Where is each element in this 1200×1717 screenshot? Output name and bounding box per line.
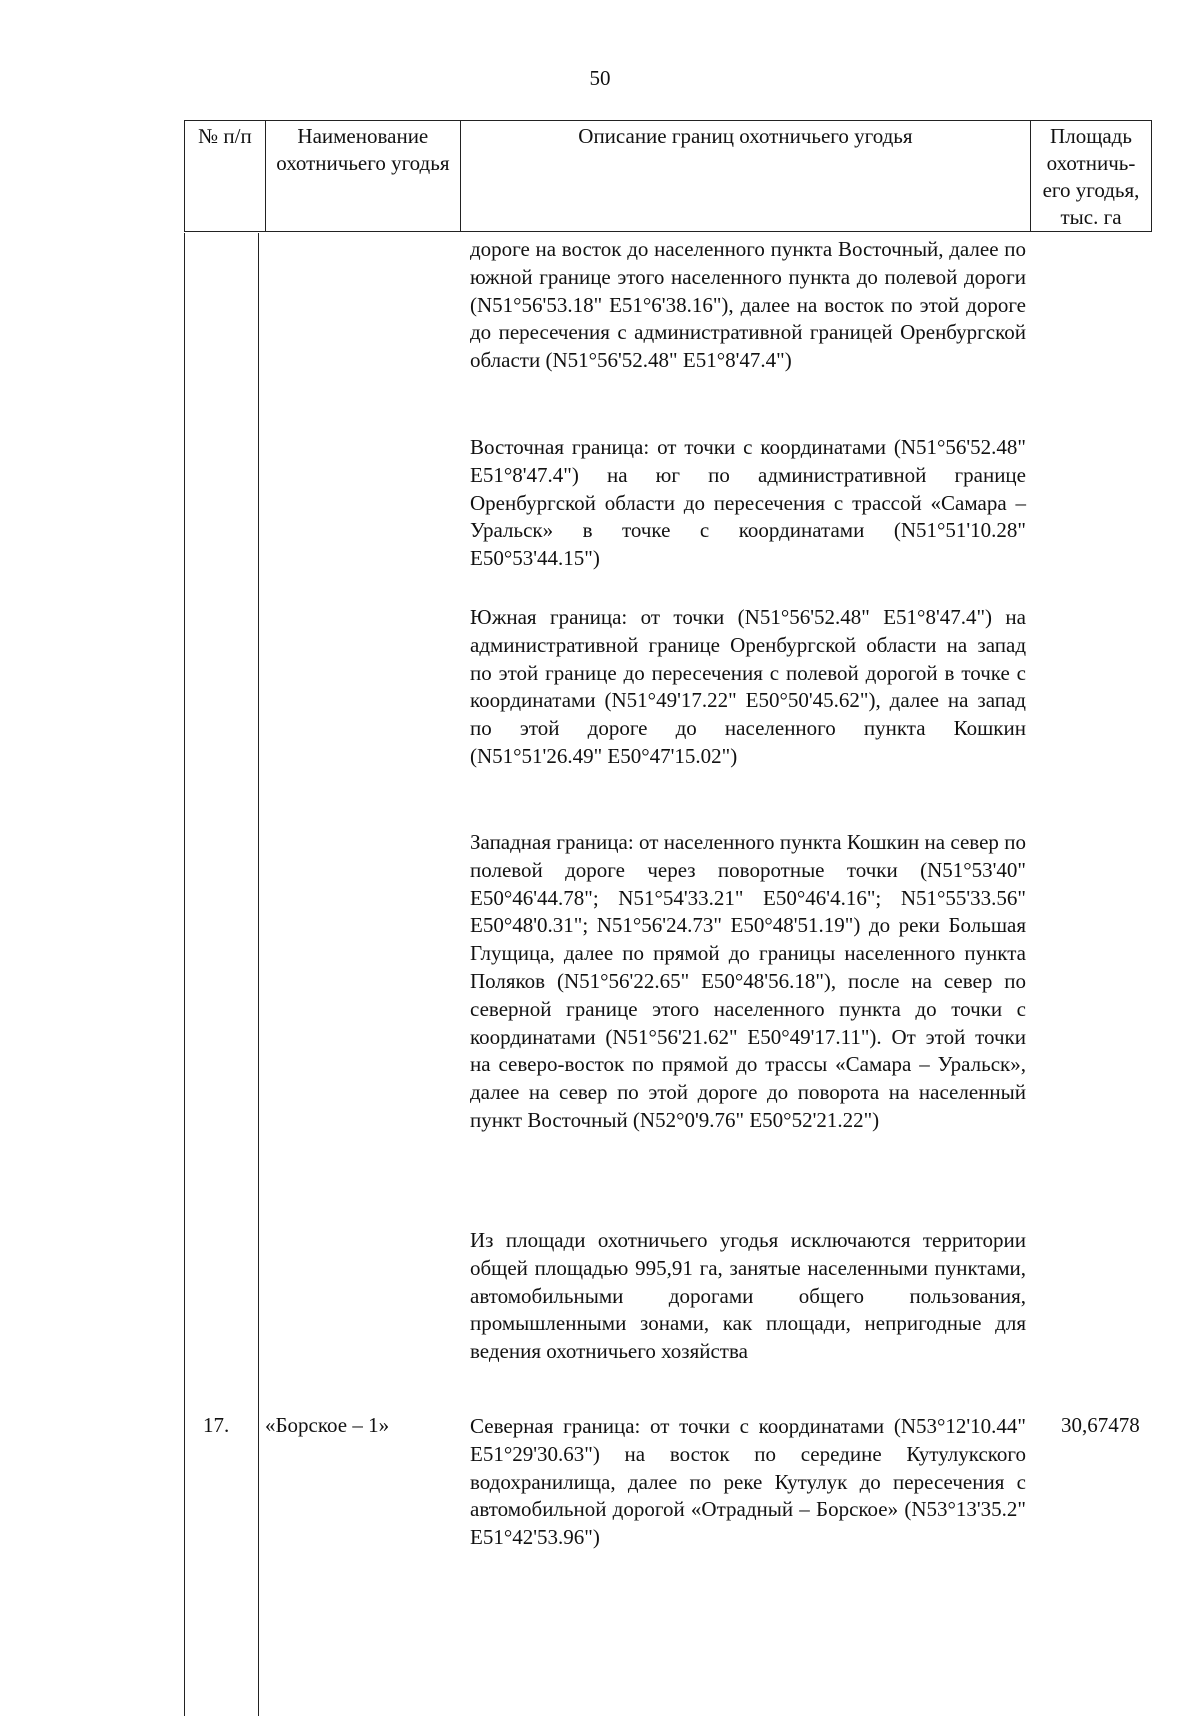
header-area: Площадь охотничь-его угодья, тыс. га xyxy=(1031,121,1152,232)
south-boundary xyxy=(470,604,1026,771)
north-boundary-paragraph: Северная граница: от точки с координатами (N53°12'10.44" E51°29'30.63") на восток по середине Кутулукского водохранилища, далее по реке Кутулук до пересечения с автомобильной дорогой «Отрадный – Борское» (N53°13'35.2" E51°42'53.96") xyxy=(470,1414,1026,1550)
entry-number: 17. xyxy=(203,1413,230,1437)
table-column-divider xyxy=(258,233,259,1716)
continued-description xyxy=(470,236,1026,375)
header-number: № п/п xyxy=(185,121,266,232)
table-left-border xyxy=(184,233,185,1716)
exclusion-note xyxy=(470,1227,1026,1366)
exclusion-paragraph: Из площади охотничьего угодья исключаются территории общей площадью 995,91 га, занятые населенными пунктами, автомобильными дорогами общего пользования, промышленными зонами, как площади, непригодные для ведения охотничьего хозяйства xyxy=(470,1228,1026,1364)
header-name: Наименование охотничьего угодья xyxy=(265,121,460,232)
east-boundary-paragraph: Восточная граница: от точки с координатами (N51°56'52.48" E51°8'47.4") на юг по административной границе Оренбургской области до пересечения с трассой «Самара – Уральск» в точке с координатами (N51°51'10.28" E50°53'44.15") xyxy=(470,435,1026,571)
continued-paragraph: дороге на восток до населенного пункта Восточный, далее по южной границе этого населенного пункта до полевой дороги (N51°56'53.18" E51°6'38.16"), далее на восток по этой дороге до пересечения с административной границей Оренбургской области (N51°56'52.48" E51°8'47.4") xyxy=(470,237,1026,373)
south-boundary-paragraph: Южная граница: от точки (N51°56'52.48" E51°8'47.4") на административной границе Оренбургской области на запад по этой границе до пересечения с полевой дорогой в точке с координатами (N51°49'17.22" E50°50'45.62"), далее на запад по этой дороге до населенного пункта Кошкин (N51°51'26.49" E50°47'15.02") xyxy=(470,605,1026,768)
table-header xyxy=(184,120,1152,232)
entry-description xyxy=(470,1413,1026,1552)
header-description: Описание границ охотничьего угодья xyxy=(460,121,1030,232)
entry-area: 30,67478 xyxy=(1061,1413,1140,1437)
east-boundary xyxy=(470,434,1026,573)
west-boundary xyxy=(470,829,1026,1135)
entry-name: «Борское – 1» xyxy=(265,1413,390,1437)
west-boundary-paragraph: Западная граница: от населенного пункта Кошкин на север по полевой дороге через поворотные точки (N51°53'40" E50°46'44.78"; N51°54'33.21" E50°46'4.16"; N51°55'33.56" E50°48'0.31"; N51°56'24.73" E50°48'51.19") до реки Большая Глущица, далее по прямой до границы населенного пункта Поляков (N51°56'22.65" E50°48'56.18"), после на север по северной границе этого населенного пункта до точки с координатами (N51°56'21.62" E50°49'17.11"). От этой точки на северо-восток по прямой до трассы «Самара – Уральск», далее на север по этой дороге до поворота на населенный пункт Восточный (N52°0'9.76" E50°52'21.22") xyxy=(470,830,1026,1132)
page-number: 50 xyxy=(589,66,611,90)
